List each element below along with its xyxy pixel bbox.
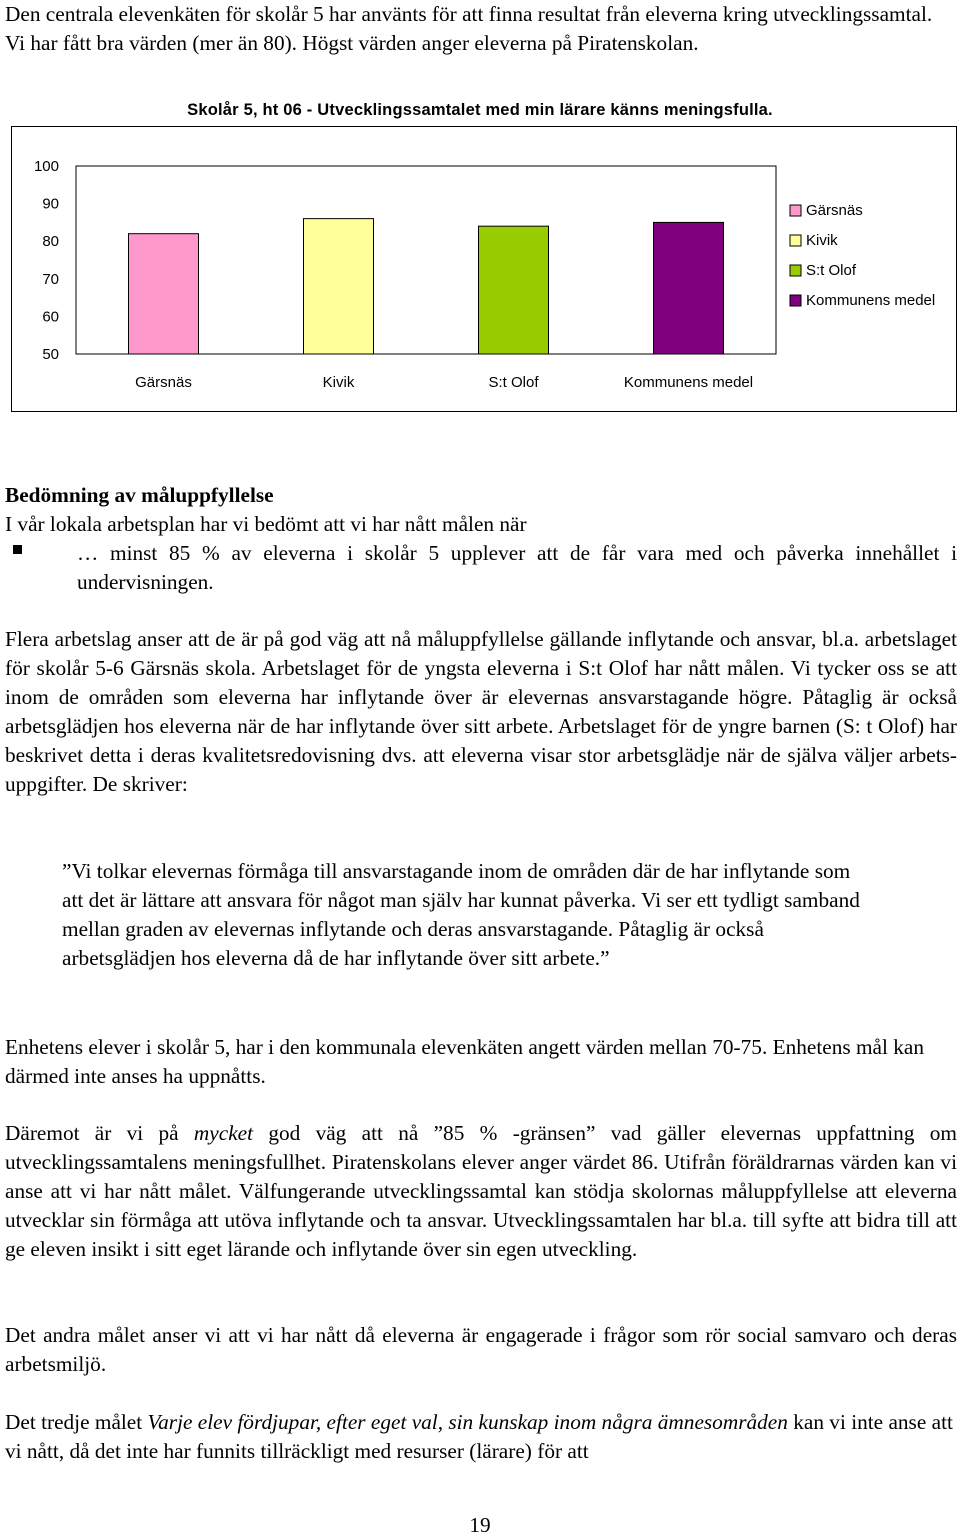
paragraph-tredje-emphasis: Varje elev fördjupar, efter eget val, sin kunskap inom några ämnesområden (147, 1410, 788, 1434)
paragraph-andra-malet: Det andra målet anser vi att vi har nått då eleverna är engagerade i frågor som rör social samvaro och deras arbetsmiljö. (5, 1323, 957, 1376)
bar-3 (654, 222, 724, 354)
legend-label: Gärsnäs (806, 202, 863, 219)
y-tick-label: 70 (42, 270, 59, 288)
legend-swatch (790, 265, 801, 276)
bar-2 (479, 226, 549, 354)
paragraph-daremot-pre: Däremot är vi på (5, 1121, 194, 1145)
x-tick-label: Kivik (322, 374, 355, 391)
y-tick-label: 80 (42, 233, 59, 251)
y-tick-label: 100 (33, 158, 59, 175)
legend-label: S:t Olof (806, 262, 857, 279)
legend-swatch (790, 235, 801, 246)
x-tick-label: Gärsnäs (135, 374, 192, 391)
bar-1 (304, 219, 374, 354)
paragraph-daremot-post: god väg att nå ”85 % -gränsen” vad gäller elevernas uppfattning om utvecklingssamtalens meningsfullhet. Piratenskolans elever anger värdet 86. Utifrån föräldrarnas värden kan vi anse att vi har nått målet. Välfungerande utvecklingssamtal kan stödja skolornas måluppfyllelse att eleverna utvecklar sin förmåga att utöva inflytande och ta ansvar. Utvecklingssamtalen har bl.a. till syfte att bidra till att ge eleven insikt i sitt eget lärande och inflytande över sin egen utveckling. (5, 1121, 957, 1261)
x-tick-label: S:t Olof (488, 374, 539, 391)
legend-swatch (790, 205, 801, 216)
x-tick-label: Kommunens medel (623, 374, 754, 391)
paragraph-tredje-pre: Det tredje målet (5, 1410, 148, 1434)
legend-label: Kivik (806, 232, 838, 249)
y-tick-label: 60 (42, 308, 59, 326)
paragraph-arbetslag: Flera arbetslag anser att de är på god väg att nå måluppfyllelse gällande inflytande och ansvar, bl.a. arbetslaget för skolår 5-6 Gärsnäs skola. Arbetslaget för de yngsta eleverna i S:t Olof har nått målen. Vi tycker oss se att inom de områden som eleverna har inflytande över är elevernas ansvarstagande högre. Påtaglig är också arbetsglädjen hos eleverna när de har inflytande över sitt arbete. Arbetslaget för de yngre barnen (S: t Olof) har beskrivet detta i deras kvalitetsredovisning dvs. att eleverna visar stor arbetsglädje när de själva väljer arbets-uppgifter. De skriver: (5, 627, 957, 796)
bullet-square-icon (13, 545, 22, 554)
page-number: 19 (469, 1513, 491, 1537)
goal-bullet: … minst 85 % av eleverna i skolår 5 upplever att de får vara med och påverka innehållet i undervisningen. (77, 541, 957, 594)
bar-0 (129, 234, 199, 354)
section-heading: Bedömning av måluppfyllelse (5, 483, 274, 507)
bar-chart (11, 126, 957, 412)
paragraph-tredje-malet (5, 1408, 957, 1466)
legend-label: Kommunens medel (806, 292, 936, 309)
paragraph-daremot (5, 1119, 957, 1264)
paragraph-daremot-emphasis: mycket (193, 1121, 254, 1145)
intro-paragraph: Den centrala elevenkäten för skolår 5 har använts för att finna resultat från eleverna kring utvecklingssamtal. Vi har fått bra värden (mer än 80). Högst värden anger eleverna på Piratenskolan. (5, 2, 933, 55)
y-tick-label: 50 (42, 346, 59, 363)
chart-title: Skolår 5, ht 06 - Utvecklingssamtalet med min lärare känns meningsfulla. (187, 101, 773, 119)
chart-canvas (12, 127, 956, 411)
paragraph-tredje-post: kan vi inte anse att vi nått, då det inte har funnits tillräckligt med resurser (lärare) för att (5, 1410, 953, 1463)
quote-block: ”Vi tolkar elevernas förmåga till ansvarstagande inom de områden där de har inflytande som att det är lättare att ansvara för något man själv har kunnat påverka. Vi ser ett tydligt samband mellan graden av elevernas inflytande och deras ansvarstagande. Påtaglig är också arbetsglädjen hos eleverna då de har inflytande över sitt arbete.” (62, 859, 860, 970)
y-tick-label: 90 (42, 195, 59, 213)
legend-swatch (790, 295, 801, 306)
section-lead: I vår lokala arbetsplan har vi bedömt att vi har nått målen när (5, 512, 527, 536)
paragraph-enhetens-elever: Enhetens elever i skolår 5, har i den kommunala elevenkäten angett värden mellan 70-75. Enhetens mål kan därmed inte anses ha uppnåtts. (5, 1035, 924, 1088)
